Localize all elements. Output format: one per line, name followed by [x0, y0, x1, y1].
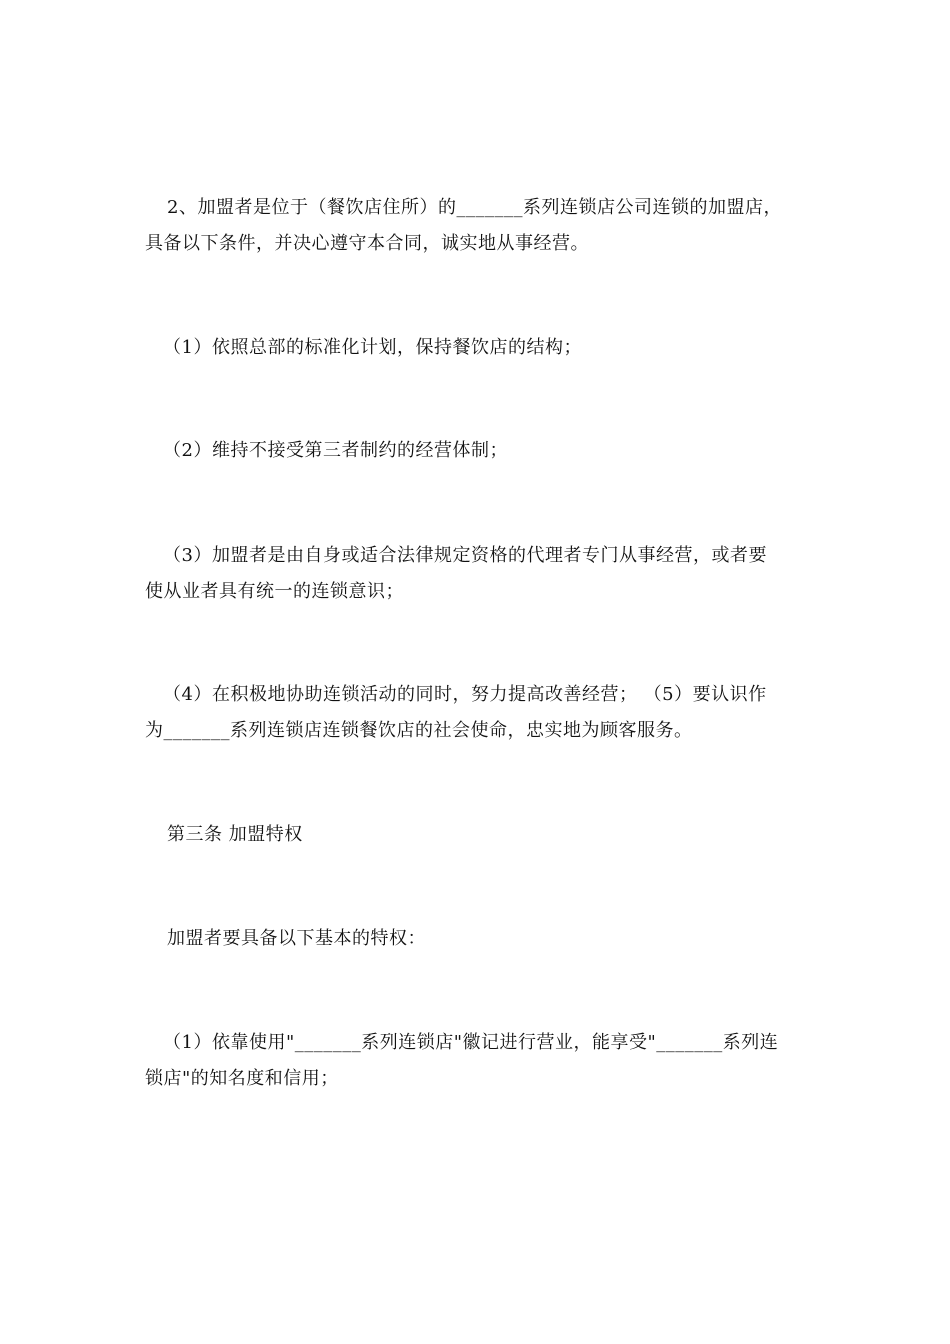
paragraph-line: 为_______系列连锁店连锁餐饮店的社会使命，忠实地为顾客服务。	[145, 720, 693, 741]
paragraph-line: 加盟者要具备以下基本的特权：	[167, 928, 426, 949]
paragraph-line: （3）加盟者是由自身或适合法律规定资格的代理者专门从事经营，或者要	[163, 545, 767, 566]
paragraph-line: 具备以下条件，并决心遵守本合同，诚实地从事经营。	[145, 233, 589, 254]
condition-item-4-5	[145, 677, 810, 749]
condition-item-1	[145, 330, 810, 366]
condition-item-2	[145, 433, 810, 469]
section-heading-article-3	[145, 817, 810, 853]
paragraph-line: 第三条 加盟特权	[167, 824, 303, 845]
privileges-intro	[145, 921, 810, 957]
paragraph-line: （2）维持不接受第三者制约的经营体制；	[163, 440, 508, 461]
paragraph-line: （1）依照总部的标准化计划，保持餐饮店的结构；	[163, 337, 582, 358]
paragraph-line: （1）依靠使用"_______系列连锁店"徽记进行营业，能享受"_______系列连	[163, 1032, 779, 1053]
paragraph-line: （4）在积极地协助连锁活动的同时，努力提高改善经营； （5）要认识作	[163, 684, 767, 705]
paragraph-line: 锁店"的知名度和信用；	[145, 1068, 339, 1089]
condition-item-3	[145, 538, 810, 610]
privilege-item-1	[145, 1025, 810, 1097]
paragraph-franchisee-location	[145, 190, 810, 262]
paragraph-line: 2、加盟者是位于（餐饮店住所）的_______系列连锁店公司连锁的加盟店，	[167, 197, 782, 218]
paragraph-line: 使从业者具有统一的连锁意识；	[145, 581, 404, 602]
